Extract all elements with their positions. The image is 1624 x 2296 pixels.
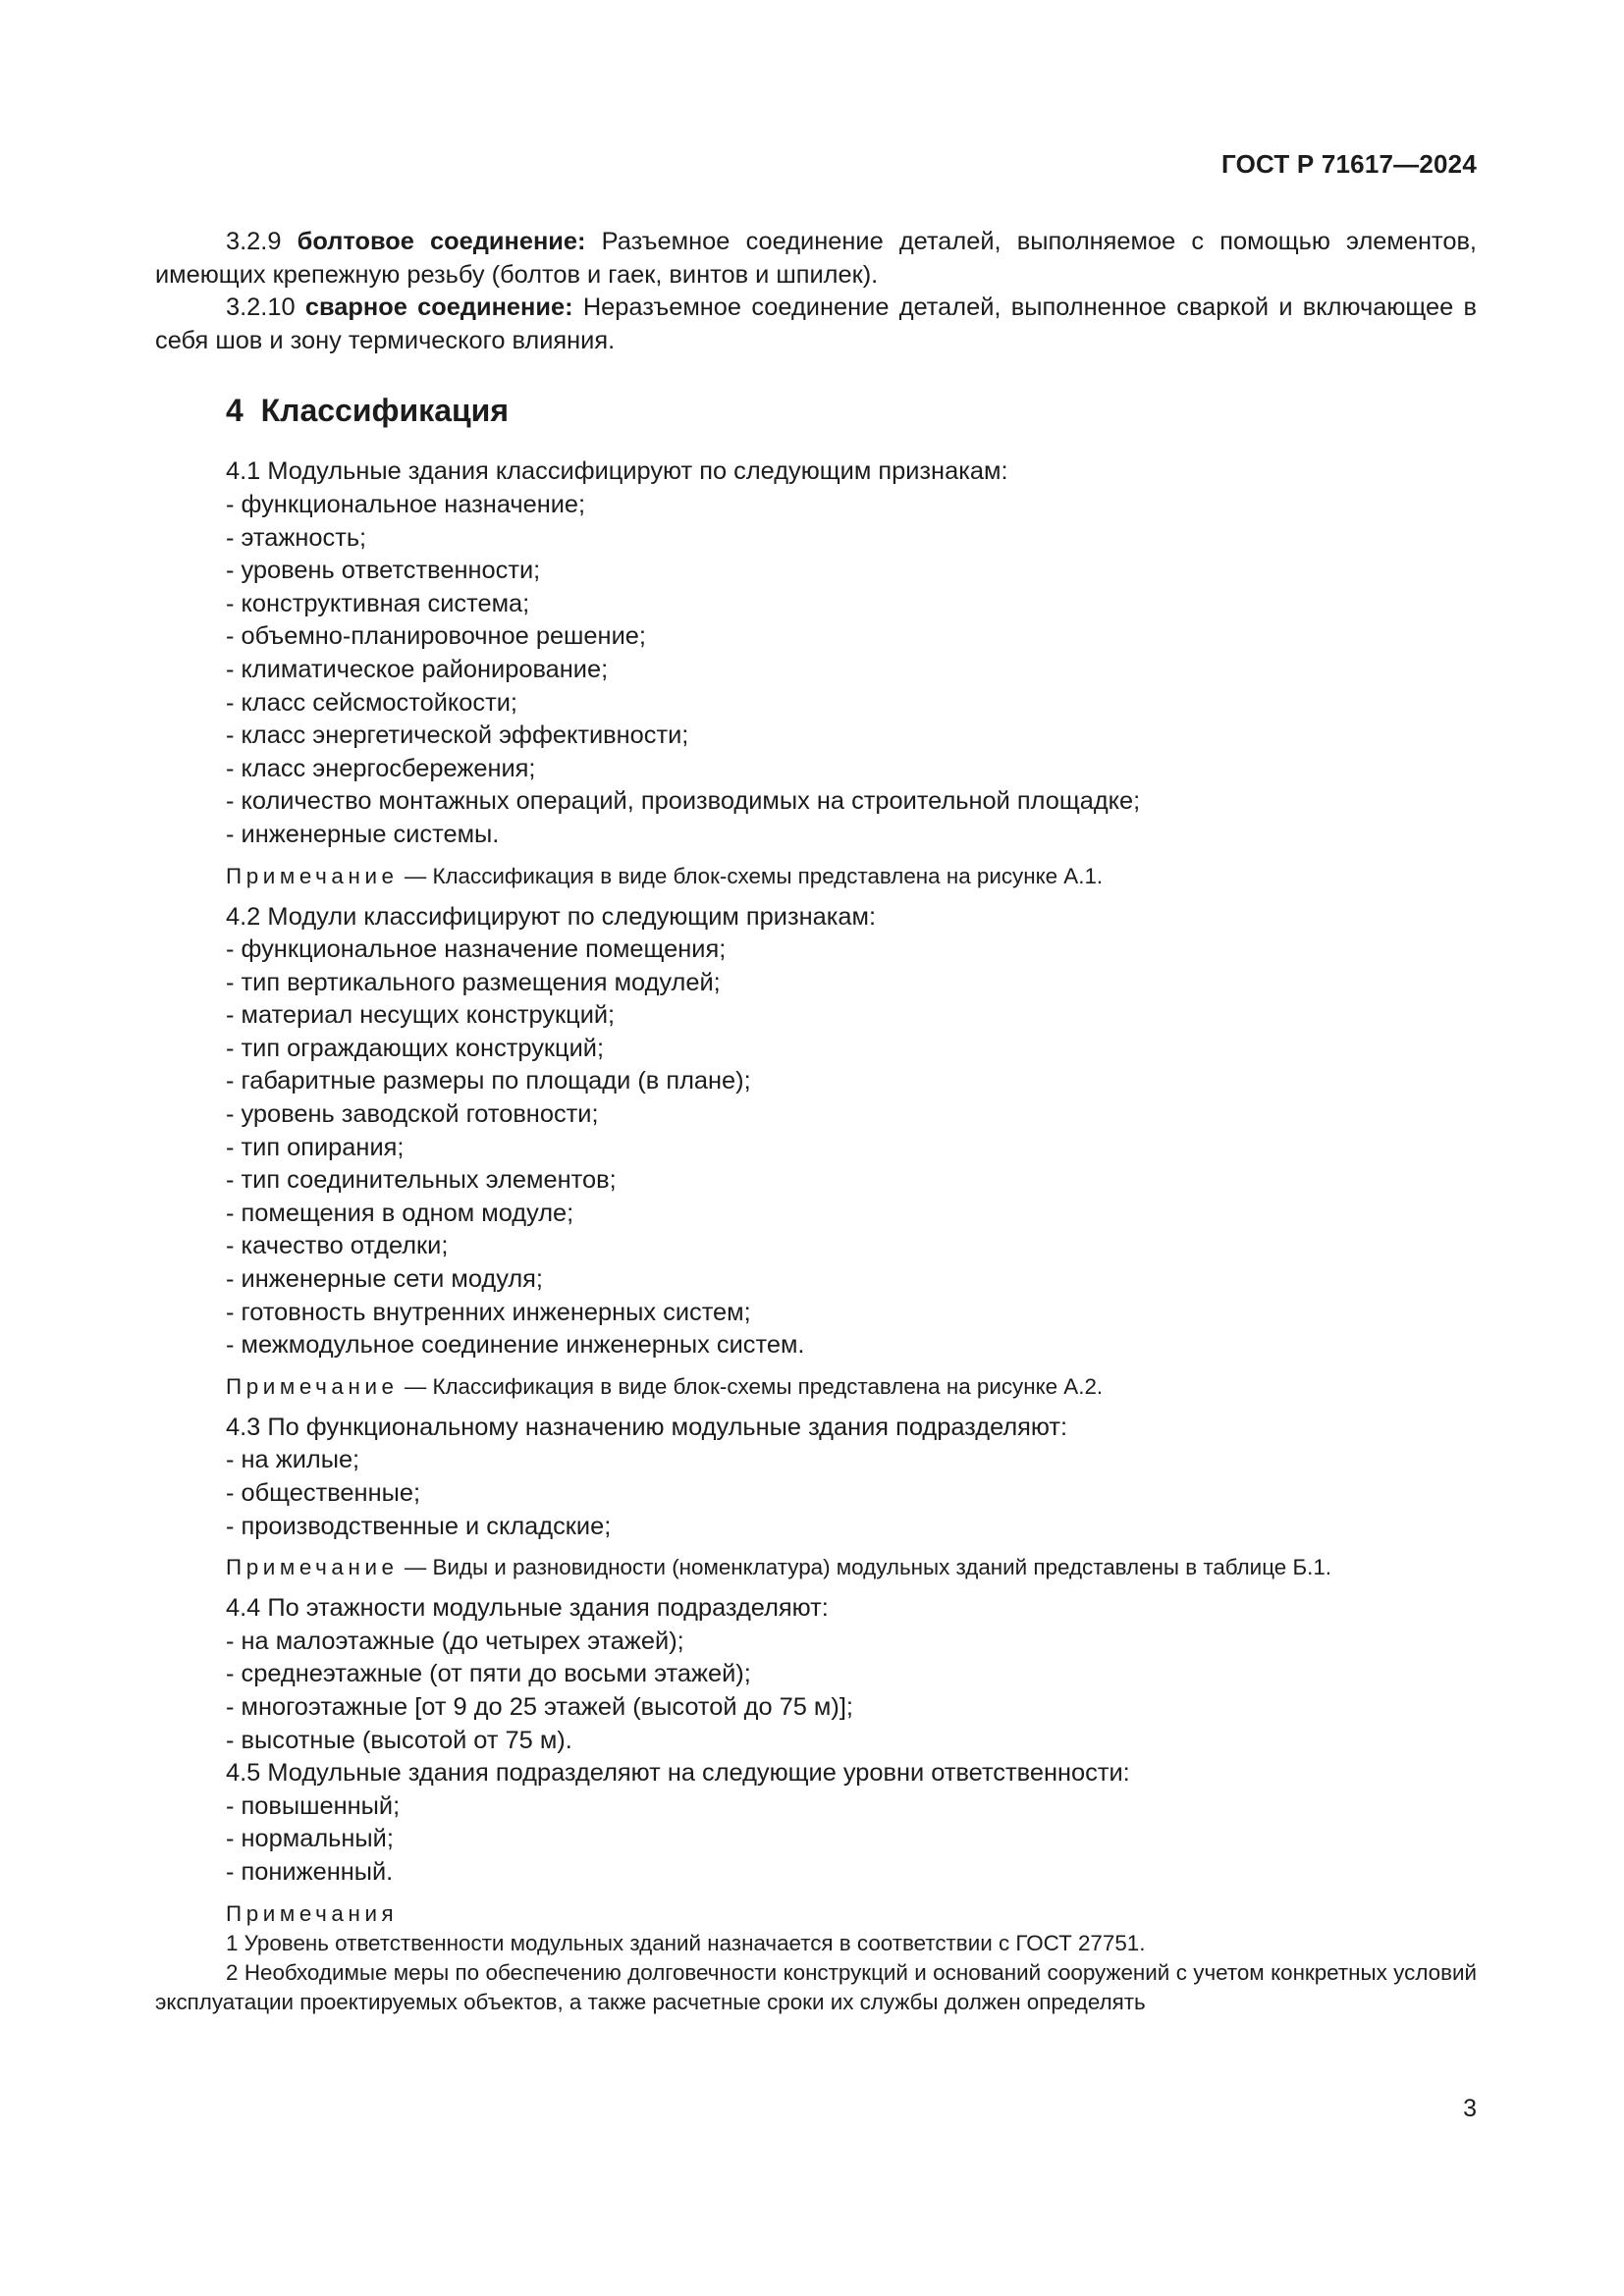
- list-item: - на жилые;: [226, 1446, 360, 1474]
- definition-3-2-10: [155, 292, 1477, 357]
- list-item: - общественные;: [226, 1479, 421, 1507]
- list-item: - тип вертикального размещения модулей;: [226, 968, 721, 996]
- list-item: - пониженный.: [226, 1857, 394, 1886]
- list-item: - межмодульное соединение инженерных систем.: [226, 1331, 805, 1360]
- notes-4-5: [155, 1899, 1477, 2017]
- note-item: 1 Уровень ответственности модульных зданий назначается в соответствии с ГОСТ 27751.: [226, 1930, 1146, 1955]
- list-item: - класс энергетической эффективности;: [226, 721, 689, 750]
- list-item: - конструктивная система;: [226, 589, 530, 617]
- list-item: - нормальный;: [226, 1825, 394, 1853]
- list-item: - объемно-планировочное решение;: [226, 622, 646, 651]
- list-item: - готовность внутренних инженерных систем;: [226, 1298, 751, 1326]
- list-item: - на малоэтажные (до четырех этажей);: [226, 1627, 684, 1655]
- list-item: - высотные (высотой от 75 м).: [226, 1726, 572, 1754]
- note-text: — Виды и разновидности (номенклатура) модульных зданий представлены в таблице Б.1.: [398, 1555, 1332, 1580]
- list-item: - функциональное назначение;: [226, 490, 586, 518]
- list-item: - инженерные сети модуля;: [226, 1265, 543, 1294]
- list-item: - количество монтажных операций, производимых на строительной площадке;: [226, 787, 1141, 816]
- definition-term: сварное соединение:: [304, 294, 573, 322]
- list-item: - климатическое районирование;: [226, 655, 609, 683]
- paragraph-4-5-intro: 4.5 Модульные здания подразделяют на следующие уровни ответственности:: [226, 1759, 1130, 1788]
- section-heading: [226, 391, 1477, 430]
- note-text: — Классификация в виде блок-схемы представлена на рисунке А.1.: [398, 863, 1104, 888]
- list-item: - класс сейсмостойкости;: [226, 688, 517, 717]
- section-title: Классификация: [260, 393, 509, 429]
- list-item: - качество отделки;: [226, 1232, 449, 1260]
- list-item: - тип соединительных элементов;: [226, 1166, 617, 1195]
- list-4-2: [155, 934, 1477, 1362]
- note-text: — Классификация в виде блок-схемы представлена на рисунке А.2.: [398, 1373, 1104, 1399]
- list-4-4: [155, 1626, 1477, 1757]
- list-item: - уровень заводской готовности;: [226, 1100, 599, 1129]
- definition-text: Разъемное соединение деталей, выполняемое с помощью элементов, имеющих крепежную резьбу (болтов и гаек, винтов и шпилек).: [155, 228, 1477, 289]
- list-item: - многоэтажные [от 9 до 25 этажей (высотой до 75 м)];: [226, 1692, 853, 1721]
- paragraph-4-1-intro: 4.1 Модульные здания классифицируют по следующим признакам:: [226, 457, 1008, 486]
- note-4-1: [226, 862, 1477, 891]
- paragraph-4-2-intro: 4.2 Модули классифицируют по следующим признакам:: [226, 902, 877, 931]
- note-4-3: [226, 1553, 1477, 1582]
- list-item: - производственные и складские;: [226, 1512, 612, 1540]
- note-label: Примечание: [226, 863, 399, 888]
- note-item: 2 Необходимые меры по обеспечению долговечности конструкций и оснований сооружений с учетом конкретных условий эксплуатации проектируемых объектов, а также расчетные сроки их службы должен определять: [155, 1959, 1477, 2014]
- paragraph-4-4-intro: 4.4 По этажности модульные здания подразделяют:: [226, 1594, 829, 1623]
- note-4-2: [226, 1372, 1477, 1402]
- note-label: Примечание: [226, 1373, 399, 1399]
- list-item: - среднеэтажные (от пяти до восьми этажей);: [226, 1660, 751, 1688]
- definition-term: болтовое соединение:: [297, 228, 586, 255]
- list-item: - уровень ответственности;: [226, 557, 541, 585]
- section-number: 4: [226, 393, 244, 429]
- page-number: 3: [1463, 2095, 1477, 2122]
- list-item: - помещения в одном модуле;: [226, 1199, 574, 1227]
- list-4-3: [155, 1444, 1477, 1543]
- notes-title: Примечания: [226, 1900, 399, 1926]
- list-item: - повышенный;: [226, 1791, 401, 1820]
- definition-text: Неразъемное соединение деталей, выполненное сваркой и включающее в себя шов и зону термического влияния.: [155, 294, 1477, 354]
- definition-3-2-9: [155, 226, 1477, 292]
- page-content: [155, 226, 1477, 2017]
- list-item: - габаритные размеры по площади (в плане);: [226, 1067, 751, 1095]
- definition-number: 3.2.9: [226, 228, 282, 255]
- list-item: - этажность;: [226, 523, 367, 552]
- list-4-1: [155, 489, 1477, 852]
- definition-number: 3.2.10: [226, 294, 296, 322]
- paragraph-4-3-intro: 4.3 По функциональному назначению модульные здания подразделяют:: [226, 1413, 1068, 1441]
- list-item: - класс энергосбережения;: [226, 754, 536, 782]
- note-label: Примечание: [226, 1555, 399, 1580]
- list-4-5: [155, 1790, 1477, 1890]
- list-item: - материал несущих конструкций;: [226, 1001, 616, 1030]
- list-item: - функциональное назначение помещения;: [226, 935, 727, 964]
- document-header: ГОСТ Р 71617—2024: [1221, 149, 1477, 179]
- list-item: - тип ограждающих конструкций;: [226, 1034, 605, 1062]
- list-item: - тип опирания;: [226, 1133, 405, 1161]
- list-item: - инженерные системы.: [226, 820, 500, 848]
